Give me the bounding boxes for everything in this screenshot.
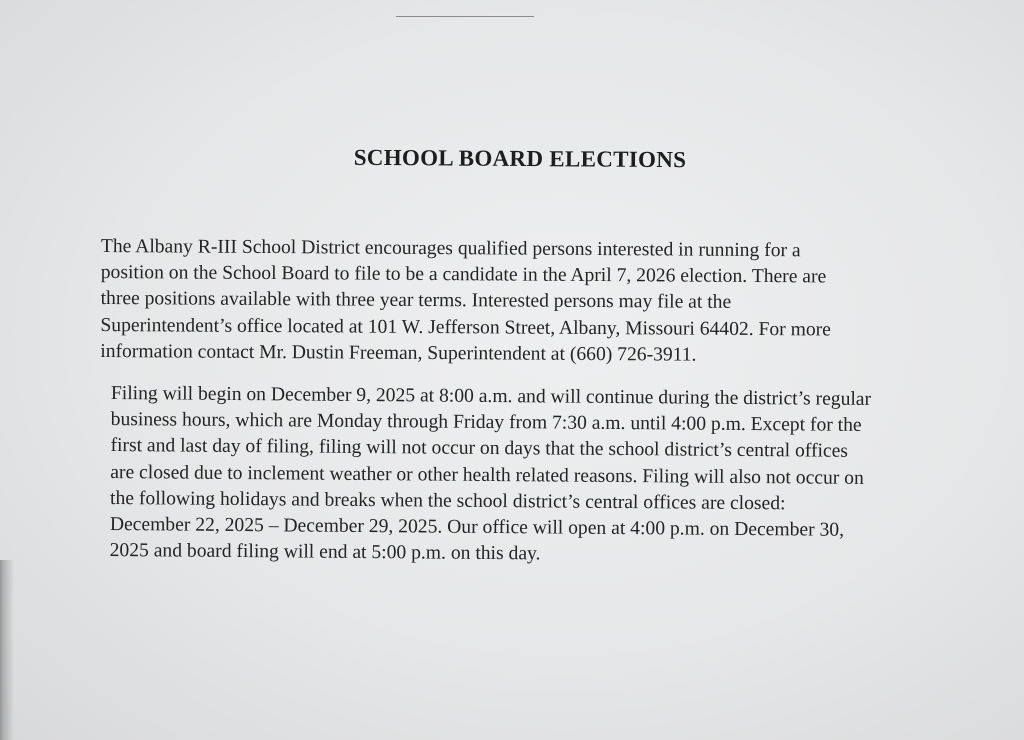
paragraph-1-line: position on the School Board to file to be a candidate in the April 7, 2026 election. There are (100, 262, 827, 288)
paragraph-2-line: first and last day of filing, filing will not occur on days that the school district’s central offices (110, 435, 849, 463)
paragraph-2-line: Filing will begin on December 9, 2025 at 8:00 a.m. and will continue during the district’s regular (110, 382, 872, 410)
notice-paragraph-2 (110, 381, 872, 570)
paragraph-1-line: three positions available with three year terms. Interested persons may file at the (100, 288, 732, 314)
paragraph-2-line: business hours, which are Monday through Friday from 7:30 a.m. until 4:00 p.m. Except for the (110, 409, 862, 437)
paragraph-2-line: December 22, 2025 – December 29, 2025. Our office will open at 4:00 p.m. on December 30, (109, 514, 845, 541)
paper-edge-shadow (0, 560, 14, 740)
top-rule-divider (396, 16, 534, 17)
paragraph-2-line: the following holidays and breaks when the school district’s central offices are closed: (109, 487, 786, 515)
paragraph-1-line: Superintendent’s office located at 101 W. Jefferson Street, Albany, Missouri 64402. For more (100, 314, 831, 341)
paragraph-2-line: 2025 and board filing will end at 5:00 p.m. on this day. (109, 540, 541, 565)
paragraph-1-line: information contact Mr. Dustin Freeman, Superintendent at (660) 726-3911. (100, 340, 697, 366)
paragraph-2-line: are closed due to inclement weather or other health related reasons. Filing will also not occur on (110, 461, 864, 489)
notice-paragraph-1 (100, 234, 831, 369)
paragraph-1-line: The Albany R-III School District encourages qualified persons interested in running for a (100, 235, 801, 262)
notice-title: SCHOOL BOARD ELECTIONS (353, 144, 687, 173)
